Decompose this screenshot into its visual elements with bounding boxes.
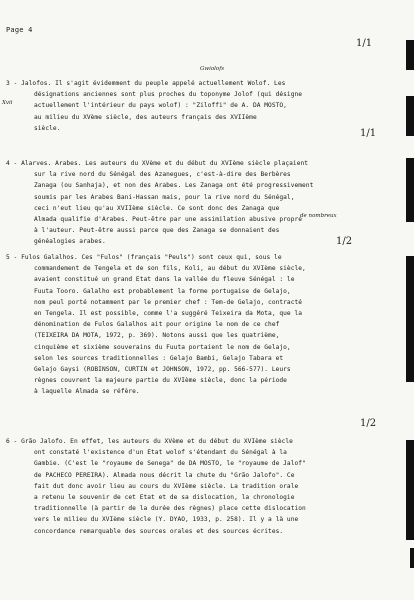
text-line: cinquième et sixième souverains du Fuuta portaient le nom de Gelajo, <box>34 343 291 351</box>
text-line: actuellement l'intérieur du pays wolof) : "Ziloffi" de A. DA MOSTO, <box>34 102 287 110</box>
handwritten-note: Gwiolofs <box>200 66 225 72</box>
scan-edge <box>406 440 414 540</box>
margin-mark: 1/1 <box>360 128 377 139</box>
text-line: fait dut donc avoir lieu au cours du XVIème siècle. La tradition orale <box>34 482 299 490</box>
text-line: dénomination de Fulos Galalhos ait pour origine le nom de ce chef <box>34 321 280 329</box>
text-line: selon les sources traditionnelles : Gelajo Bambi, Gelajo Tabara et <box>34 354 284 362</box>
text-line: siècle. <box>34 124 61 132</box>
scan-edge <box>410 548 414 568</box>
text-line: de PACHECO PEREIRA). Almada nous décrit la chute du "Grão Jalofo". Ce <box>34 471 295 479</box>
text-line: avaient constitué un grand Etat dans la vallée du fleuve Sénégal : le <box>34 276 295 284</box>
text-line: 6 - Grão Jalofo. En effet, les auteurs du XVème et du début du XVIème siècle <box>6 438 293 445</box>
scan-edge <box>406 256 414 382</box>
text-line: au milieu du XVème siècle, des auteurs français des XVIIème <box>34 113 257 121</box>
text-line: en Tengela. Il est possible, comme l'a suggéré Teixeira da Mota, que la <box>34 310 303 318</box>
text-line: Zanaga (ou Sanhaja), et non des Arabes. Les Zanaga ont été progressivement <box>34 182 314 190</box>
scan-edge <box>406 96 414 136</box>
text-line: à l'auteur. Peut-être aussi parce que des Zanaga se donnaient des <box>34 227 280 235</box>
text-line: 3 - Jalofos. Il s'agit évidemment du peuple appelé actuellement Wolof. Les <box>6 80 286 87</box>
text-line: Gambie. (C'est le "royaume de Senega" de DA MOSTO, le "royaume de Jalof" <box>34 460 306 468</box>
text-line: nom peul porté notamment par le premier chef : Tem-de Gelajo, contracté <box>34 298 303 306</box>
text-line: règnes couvrent la majeure partie du XVIème siècle, donc la période <box>34 377 287 385</box>
entry-fulos-galalhos <box>6 252 402 398</box>
margin-mark: 1/2 <box>336 236 353 247</box>
text-line: 5 - Fulos Galalhos. Ces "Fulos" (français "Peuls") sont ceux qui, sous le <box>6 254 282 261</box>
text-line: à laquelle Almada se réfère. <box>34 388 140 396</box>
handwritten-note: Xvii <box>2 100 13 106</box>
text-line: généalogies arabes. <box>34 238 106 246</box>
entry-alarves <box>6 158 402 248</box>
page-number: Page 4 <box>6 26 33 34</box>
margin-mark: 1/2 <box>360 418 377 429</box>
text-line: Fuuta Tooro. Galalho est probablement la forme portugaise de Gelajo, <box>34 287 291 295</box>
text-line: traditionnelle (à partir de la durée des règnes) place cette dislocation <box>34 505 306 513</box>
text-line: 4 - Alarves. Arabes. Les auteurs du XVème et du début du XVIème siècle plaçaient <box>6 160 309 167</box>
scan-edge <box>406 40 414 70</box>
text-line: vers le milieu du XVIème siècle (Y. DYAO, 1933, p. 258). Il y a là une <box>34 516 299 524</box>
text-line: sur la rive nord du Sénégal des Azanegues, c'est-à-dire des Berbères <box>34 171 291 179</box>
text-line: concordance remarquable des sources orales et des sources écrites. <box>34 527 284 535</box>
text-line: commandement de Tengela et de son fils, Koli, au début du XVIème siècle, <box>34 265 306 273</box>
handwritten-note: de nombreux <box>300 213 337 219</box>
entry-grao-jalofo <box>6 436 402 537</box>
scan-edge <box>406 158 414 222</box>
text-line: (TEIXEIRA DA MOTA, 1972, p. 369). Notons aussi que les quatrième, <box>34 332 280 340</box>
text-line: ceci n'eut lieu qu'au XVIIème siècle. Ce sont donc des Zanaga que <box>34 204 280 212</box>
entry-jalofos <box>6 78 402 134</box>
text-line: ont constaté l'existence d'un Etat wolof s'étendant du Sénégal à la <box>34 449 287 457</box>
text-line: soumis par les Arabes Bani-Hassan mais, pour la rive nord du Sénégal, <box>34 193 295 201</box>
margin-mark: 1/1 <box>356 38 373 49</box>
text-line: désignations anciennes sont plus proches du toponyme Jolof (qui désigne <box>34 91 303 99</box>
text-line: Almada qualifie d'Arabes. Peut-être par une assimilation abusive propre <box>34 216 303 224</box>
text-line: Gelajo Gaysi (ROBINSON, CURTIN et JOHNSON, 1972, pp. 566-577). Leurs <box>34 366 291 374</box>
text-line: a retenu le souvenir de cet Etat et de sa dislocation, la chronologie <box>34 494 295 502</box>
